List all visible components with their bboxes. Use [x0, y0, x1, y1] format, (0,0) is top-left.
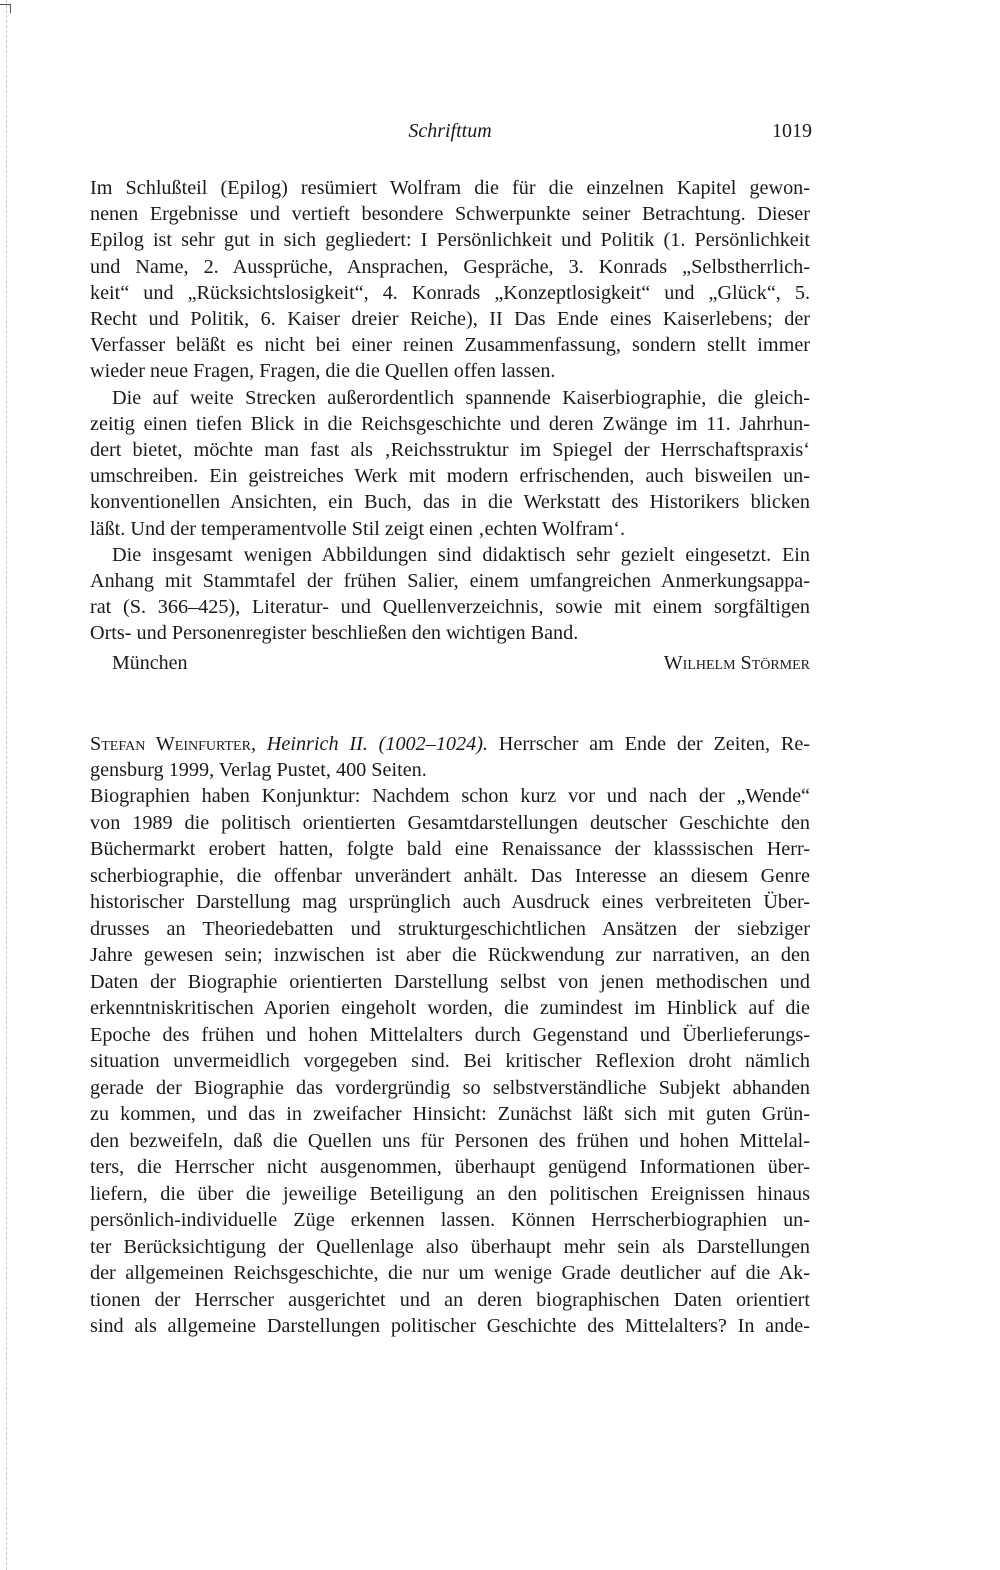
text-line: Büchermarkt erobert hatten, folgte bald eine Renaissance der klasssischen Herr- — [90, 838, 810, 860]
text-line: ters, die Herrscher nicht ausgenommen, überhaupt genügend Informationen über- — [90, 1156, 810, 1178]
text-line: Biographien haben Konjunktur: Nachdem schon kurz vor und nach der „Wende“ — [90, 785, 810, 807]
text-line: scherbiographie, die offenbar unverändert anhält. Das Interesse an diesem Genre — [90, 864, 810, 887]
text-line: rat (S. 366–425), Literatur- und Quellenverzeichnis, sowie mit einem sorgfältigen — [90, 596, 810, 619]
text-line: liefern, die über die jeweilige Beteiligung an den politischen Ereignissen hinaus — [90, 1182, 810, 1205]
text-line: Daten der Biographie orientierten Darstellung selbst von jenen methodischen und — [90, 970, 810, 993]
signature-author: Wilhelm Störmer — [663, 652, 810, 674]
review-book-author: Stefan Weinfurter, — [90, 733, 256, 755]
text-line: Die insgesamt wenigen Abbildungen sind didaktisch sehr gezielt eingesetzt. Ein — [112, 543, 810, 566]
text-line: von 1989 die politisch orientierten Gesamtdarstellungen deutscher Geschichte den — [90, 811, 810, 834]
running-head — [90, 120, 810, 148]
text-line: umschreiben. Ein geistreiches Werk mit modern erfrischenden, auch bisweilen un- — [90, 465, 810, 488]
scan-corner-mark — [0, 4, 11, 13]
text-line: Epoche des frühen und hohen Mittelalters durch Gegenstand und Überlieferungs- — [90, 1023, 810, 1046]
text-line: Jahre gewesen sein; inzwischen ist aber die Rückwendung zur narrativen, an den — [90, 944, 810, 966]
text-line: gerade der Biographie das vordergründig so selbstverständliche Subjekt abhanden — [90, 1076, 810, 1099]
text-line: historischer Darstellung mag ursprünglich auch Ausdruck eines verbreiteten Über- — [90, 891, 810, 913]
text-line: Die auf weite Strecken außerordentlich spannende Kaiserbiographie, die gleich- — [112, 386, 810, 409]
text-line: persönlich-individuelle Züge erkennen lassen. Können Herrscherbiographien un- — [90, 1209, 810, 1231]
text-line: zeitig einen tiefen Blick in die Reichsgeschichte und deren Zwänge im 11. Jahrhun- — [90, 412, 810, 435]
text-line: dert bietet, möchte man fast als ‚Reichsstruktur im Spiegel der Herrschaftspraxis‘ — [90, 439, 810, 461]
text-line: konventionellen Ansichten, ein Buch, das in die Werkstatt des Historikers blicken — [90, 491, 810, 514]
text-line: Anhang mit Stammtafel der frühen Salier, einem umfangreichen Anmerkungsappa- — [90, 570, 810, 592]
text-line: sind als allgemeine Darstellungen politischer Geschichte des Mittelalters? In ande- — [90, 1315, 810, 1337]
text-line: nenen Ergebnisse und vertieft besondere Schwerpunkte seiner Betrachtung. Dieser — [90, 203, 810, 226]
text-line: und Name, 2. Aussprüche, Ansprachen, Gespräche, 3. Konrads „Selbstherrlich- — [90, 255, 810, 278]
text-line: Verfasser beläßt es nicht bei einer reinen Zusammenfassung, sondern stellt immer — [90, 334, 810, 357]
text-line: drusses an Theoriedebatten und strukturgeschichtlichen Ansätzen der siebziger — [90, 917, 810, 940]
running-title: Schrifttum — [408, 120, 492, 142]
text-line: keit“ und „Rücksichtslosigkeit“, 4. Konrads „Konzeptlosigkeit“ und „Glück“, 5. — [90, 281, 810, 304]
text-line: wieder neue Fragen, Fragen, die die Quellen offen lassen. — [90, 360, 556, 383]
text-line: läßt. Und der temperamentvolle Stil zeigt einen ‚echten Wolfram‘. — [90, 517, 626, 540]
scan-edge-marks — [6, 0, 9, 1570]
review-book-subtitle: Herrscher am Ende der Zeiten, Re- — [498, 733, 811, 755]
signature-city: München — [112, 652, 188, 674]
text-line: Orts- und Personenregister beschließen den wichtigen Band. — [90, 622, 579, 645]
text-line: den bezweifeln, daß die Quellen uns für Personen des frühen und hohen Mittelal- — [90, 1129, 810, 1152]
text-line: Recht und Politik, 6. Kaiser dreier Reiche), II Das Ende eines Kaiserlebens; der — [90, 308, 810, 330]
page-number: 1019 — [772, 120, 812, 142]
review-heading-line-2: gensburg 1999, Verlag Pustet, 400 Seiten. — [90, 759, 427, 781]
review-heading-line-1 — [90, 731, 810, 757]
text-line: situation unvermeidlich vorgegeben sind. Bei kritischer Reflexion droht nämlich — [90, 1050, 810, 1072]
text-line: zu kommen, und das in zweifacher Hinsicht: Zunächst läßt sich mit guten Grün- — [90, 1103, 810, 1125]
review-book-title: Heinrich II. (1002–1024). — [266, 733, 488, 755]
text-line: Im Schlußteil (Epilog) resümiert Wolfram die für die einzelnen Kapitel gewon- — [90, 177, 810, 199]
text-line: tionen der Herrscher ausgerichtet und an deren biographischen Daten orientiert — [90, 1288, 810, 1311]
text-line: Epilog ist sehr gut in sich gegliedert: I Persönlichkeit und Politik (1. Persönlichkeit — [90, 229, 810, 252]
text-line: der allgemeinen Reichsgeschichte, die nur um wenige Grade deutlicher auf die Ak- — [90, 1262, 810, 1284]
text-line: ter Berücksichtigung der Quellenlage also überhaupt mehr sein als Darstellungen — [90, 1235, 810, 1258]
text-line: erkenntniskritischen Aporien eingeholt worden, die zumindest im Hinblick auf die — [90, 997, 810, 1019]
